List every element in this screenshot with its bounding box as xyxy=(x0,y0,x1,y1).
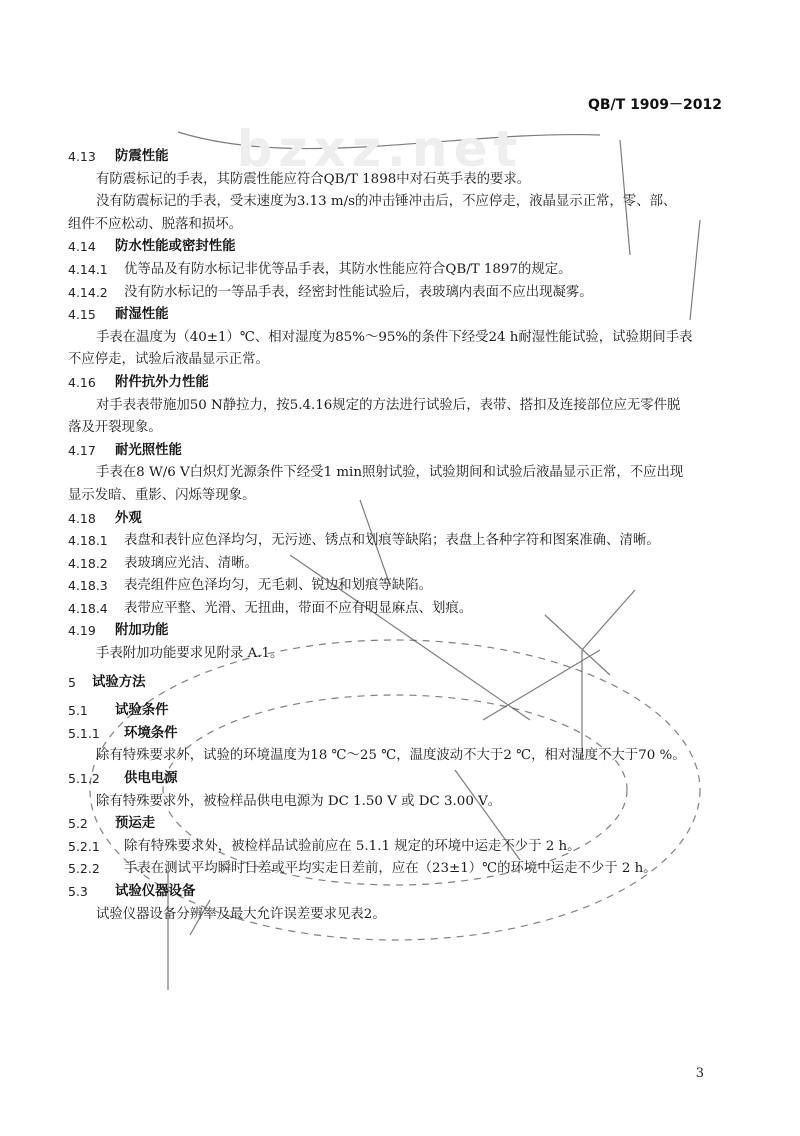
paragraph-line: 没有防震标记的手表，受末速度为3.13 m/s的冲击锤冲击后，不应停走，液晶显示正常，零、部、 xyxy=(96,194,677,210)
paragraph-line: 手表在8 W/6 V白炽灯光源条件下经受1 min照射试验，试验期间和试验后液晶显示正常，不应出现 xyxy=(96,465,684,481)
clause-number: 4.17 xyxy=(68,442,96,458)
clause-heading xyxy=(68,440,730,463)
page-number: 3 xyxy=(695,1066,704,1081)
item-number: 5.2.2 xyxy=(68,861,100,877)
clause-heading xyxy=(68,723,730,746)
clause-title: 环境条件 xyxy=(124,725,178,741)
item-number: 4.18.3 xyxy=(68,578,108,594)
clause-title: 试验仪器设备 xyxy=(115,884,196,899)
item-text: 优等品及有防水标记非优等品手表，其防水性能应符合QB/T 1897的规定。 xyxy=(124,261,572,277)
numbered-item xyxy=(68,836,730,859)
numbered-item xyxy=(68,553,730,576)
paragraph-line: 除有特殊要求外，试验的环境温度为18 ℃～25 ℃，温度波动不大于2 ℃，相对湿度不大于70 %。 xyxy=(96,748,686,764)
clause-title: 预运走 xyxy=(115,816,156,832)
clause-title: 外观 xyxy=(115,510,142,526)
clause-heading xyxy=(68,620,730,643)
clause-heading xyxy=(68,146,730,169)
clause-heading xyxy=(68,881,730,904)
clause-title: 耐湿性能 xyxy=(115,307,169,323)
numbered-item xyxy=(68,598,730,621)
clause-number: 5.1.1 xyxy=(68,725,100,741)
clause-heading xyxy=(68,700,730,723)
item-text: 表壳组件应色泽均匀，无毛刺、锐边和划痕等缺陷。 xyxy=(124,578,432,594)
clause-heading xyxy=(68,304,730,327)
item-text: 手表在测试平均瞬时日差或平均实走日差前，应在（23±1）℃的环境中运走不少于 2 h。 xyxy=(124,861,657,877)
clause-number: 4.18 xyxy=(68,510,96,526)
paragraph-line: 除有特殊要求外，被检样品供电电源为 DC 1.50 V 或 DC 3.00 V。 xyxy=(96,793,502,809)
item-text: 没有防水标记的一等品手表，经密封性能试验后，表玻璃内表面不应出现凝雾。 xyxy=(124,284,593,300)
clause-number: 5.2 xyxy=(68,816,88,832)
numbered-item xyxy=(68,575,730,598)
clause-title: 试验方法 xyxy=(92,674,146,690)
clause-heading xyxy=(68,508,730,531)
paragraph-line: 对手表表带施加50 N静拉力，按5.4.16规定的方法进行试验后，表带、搭扣及连接部位应无零件脱 xyxy=(96,397,681,413)
paragraph-line: 试验仪器设备分辨率及最大允许误差要求见表2。 xyxy=(96,906,386,922)
clause-number: 4.19 xyxy=(68,623,96,639)
paragraph-line: 显示发暗、重影、闪烁等现象。 xyxy=(68,487,256,503)
clause-title: 附加功能 xyxy=(115,623,169,639)
clause-title: 防震性能 xyxy=(115,149,169,164)
clause-title: 试验条件 xyxy=(115,703,169,719)
clause-number: 4.14 xyxy=(68,239,96,255)
clause-number: 5 xyxy=(68,674,76,690)
item-number: 4.18.1 xyxy=(68,533,108,549)
paragraph-line: 手表附加功能要求见附录 A.1。 xyxy=(96,646,284,662)
clause-title: 供电电源 xyxy=(124,771,178,787)
clause-title: 耐光照性能 xyxy=(115,442,182,458)
numbered-item xyxy=(68,282,730,305)
item-text: 除有特殊要求外，被检样品试验前应在 5.1.1 规定的环境中运走不少于 2 h。 xyxy=(124,838,581,854)
clause-number: 5.1.2 xyxy=(68,771,100,787)
paragraph-line: 手表在温度为（40±1）℃、相对湿度为85%～95%的条件下经受24 h耐湿性能试验，试验期间手表 xyxy=(96,329,693,345)
clause-heading xyxy=(68,372,730,395)
watermark: bzxz.net xyxy=(236,120,524,178)
clause-number: 5.3 xyxy=(68,884,88,899)
item-number: 4.18.4 xyxy=(68,600,108,616)
item-number: 4.14.1 xyxy=(68,261,108,277)
clause-number: 4.15 xyxy=(68,307,96,323)
paragraph-line: 落及开裂现象。 xyxy=(68,420,162,436)
clause-number: 4.13 xyxy=(68,149,96,164)
clause-heading xyxy=(68,813,730,836)
item-text: 表玻璃应光洁、清晰。 xyxy=(124,555,258,571)
item-number: 4.14.2 xyxy=(68,284,108,300)
numbered-item xyxy=(68,259,730,282)
document-body xyxy=(68,146,730,926)
standard-code: QB/T 1909－2012 xyxy=(587,97,722,113)
numbered-item xyxy=(68,858,730,881)
paragraph-line: 有防震标记的手表，其防震性能应符合QB/T 1898中对石英手表的要求。 xyxy=(96,171,531,187)
numbered-item xyxy=(68,530,730,553)
clause-number: 5.1 xyxy=(68,703,88,719)
clause-heading xyxy=(68,768,730,791)
section-heading xyxy=(68,672,730,695)
paragraph-line: 组件不应松动、脱落和损坏。 xyxy=(68,216,243,232)
item-number: 4.18.2 xyxy=(68,555,108,571)
item-number: 5.2.1 xyxy=(68,838,100,854)
item-text: 表带应平整、光滑、无扭曲，带面不应有明显麻点、划痕。 xyxy=(124,600,473,616)
item-text: 表盘和表针应色泽均匀，无污迹、锈点和划痕等缺陷；表盘上各种字符和图案准确、清晰。 xyxy=(124,533,660,549)
clause-title: 附件抗外力性能 xyxy=(115,374,209,390)
clause-heading xyxy=(68,236,730,259)
clause-number: 4.16 xyxy=(68,374,96,390)
paragraph-line: 不应停走，试验后液晶显示正常。 xyxy=(68,352,269,368)
clause-title: 防水性能或密封性能 xyxy=(115,239,236,255)
